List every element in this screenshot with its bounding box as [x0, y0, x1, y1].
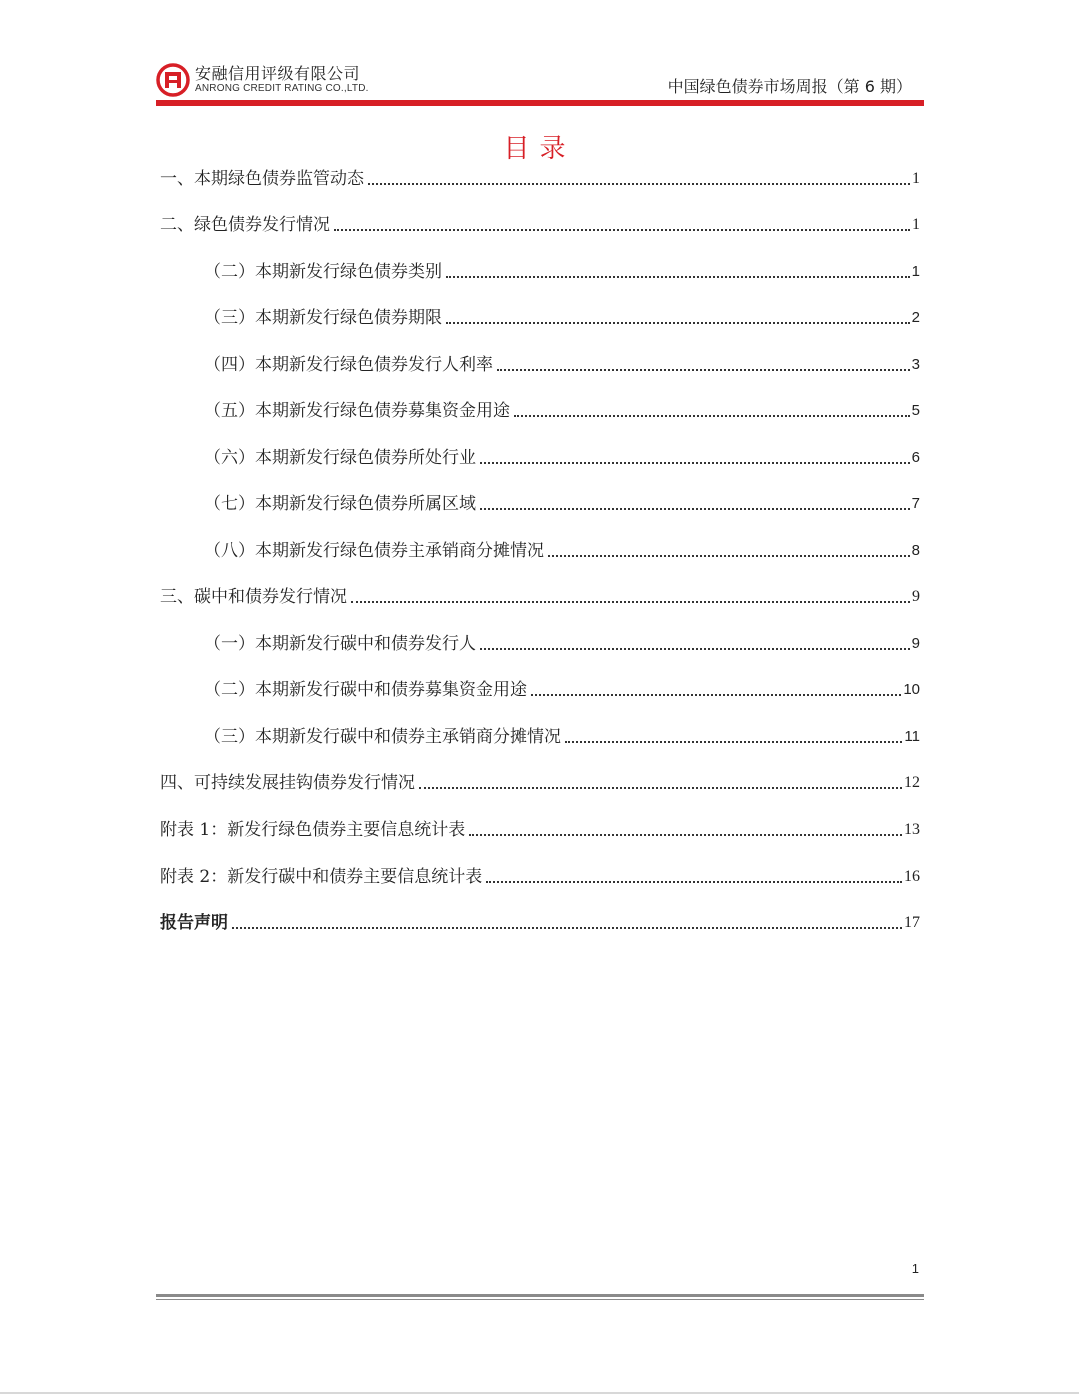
toc-entry-page: 9 [911, 635, 920, 652]
anrong-logo-icon [156, 63, 190, 97]
toc-leader-dots [232, 927, 902, 929]
toc-leader-dots [565, 741, 902, 743]
toc-entry-label: （二）本期新发行碳中和债券募集资金用途 [204, 680, 527, 700]
toc-entry-page: 3 [911, 356, 920, 373]
toc-entry-label: （八）本期新发行绿色债券主承销商分摊情况 [204, 541, 544, 561]
toc-entry[interactable] [204, 397, 920, 425]
toc-leader-dots [480, 648, 910, 650]
footer-rule-thin [156, 1299, 924, 1300]
toc-entry-page: 17 [904, 914, 920, 931]
toc-entry-page: 12 [904, 774, 920, 791]
toc-entry[interactable] [204, 351, 920, 379]
toc-entry[interactable] [160, 165, 920, 193]
toc-entry[interactable] [204, 304, 920, 332]
toc-entry[interactable] [160, 769, 920, 797]
toc-entry-page: 8 [911, 542, 920, 559]
toc-leader-dots [446, 322, 910, 324]
toc-entry[interactable] [160, 863, 920, 891]
toc-entry-page: 5 [911, 402, 920, 419]
toc-entry-label: （三）本期新发行碳中和债券主承销商分摊情况 [204, 727, 561, 747]
toc-leader-dots [368, 183, 910, 185]
toc-entry-label: （三）本期新发行绿色债券期限 [204, 308, 442, 328]
toc-entry-label: （二）本期新发行绿色债券类别 [204, 262, 442, 282]
page-number: 1 [911, 1261, 919, 1276]
toc-entry[interactable] [160, 816, 920, 844]
toc-entry-page: 11 [904, 728, 920, 745]
toc-entry-page: 16 [904, 868, 920, 885]
toc-entry-label: 一、本期绿色债券监管动态 [160, 169, 364, 189]
company-name-cn: 安融信用评级有限公司 [195, 64, 361, 83]
toc-entry-page: 13 [904, 821, 920, 838]
toc-entry-label: 附表 2：新发行碳中和债券主要信息统计表 [160, 867, 483, 887]
toc-entry[interactable] [160, 909, 920, 937]
toc-entry-label: （七）本期新发行绿色债券所属区域 [204, 494, 476, 514]
toc-entry-label: 附表 1：新发行绿色债券主要信息统计表 [160, 820, 466, 840]
toc-entry[interactable] [204, 444, 920, 472]
toc-entry[interactable] [204, 490, 920, 518]
toc-entry-page: 1 [911, 263, 920, 280]
toc-entry-label: 报告声明 [160, 913, 228, 933]
page-edge-divider [0, 1392, 1079, 1394]
toc-leader-dots [497, 369, 910, 371]
toc-entry[interactable] [204, 537, 920, 565]
toc-leader-dots [351, 601, 910, 603]
toc-entry[interactable] [160, 211, 920, 239]
toc-entry-label: （五）本期新发行绿色债券募集资金用途 [204, 401, 510, 421]
company-logo [156, 60, 369, 100]
toc-entry-label: 四、可持续发展挂钩债券发行情况 [160, 773, 415, 793]
toc-leader-dots [531, 694, 901, 696]
toc-entry[interactable] [160, 583, 920, 611]
toc-entry-label: 三、碳中和债券发行情况 [160, 587, 347, 607]
toc-entry-label: 二、绿色债券发行情况 [160, 215, 330, 235]
toc-entry[interactable] [204, 676, 920, 704]
toc-leader-dots [548, 555, 910, 557]
toc-leader-dots [419, 787, 902, 789]
toc-leader-dots [514, 415, 910, 417]
toc-entry-page: 9 [912, 588, 920, 605]
toc-leader-dots [480, 508, 910, 510]
report-title: 中国绿色债券市场周报（第 6 期） [667, 77, 912, 96]
toc-leader-dots [334, 229, 910, 231]
toc-entry-page: 1 [912, 170, 920, 187]
company-name-en: ANRONG CREDIT RATING CO.,LTD. [195, 83, 369, 94]
toc-entry-page: 7 [911, 495, 920, 512]
toc-entry[interactable] [204, 630, 920, 658]
toc-leader-dots [480, 462, 910, 464]
header-rule [156, 100, 924, 106]
toc-entry-label: （一）本期新发行碳中和债券发行人 [204, 634, 476, 654]
footer-rule [156, 1294, 924, 1297]
toc-entry-label: （六）本期新发行绿色债券所处行业 [204, 448, 476, 468]
toc-heading: 目录 [503, 134, 576, 164]
toc-entry-page: 6 [911, 449, 920, 466]
toc-entry[interactable] [204, 258, 920, 286]
toc-leader-dots [446, 276, 910, 278]
toc-entry[interactable] [204, 723, 920, 751]
toc-leader-dots [486, 881, 902, 883]
toc-leader-dots [469, 834, 902, 836]
toc-entry-page: 2 [911, 309, 920, 326]
toc-entry-label: （四）本期新发行绿色债券发行人利率 [204, 355, 493, 375]
toc-entry-page: 10 [903, 681, 920, 698]
toc-entry-page: 1 [912, 216, 920, 233]
